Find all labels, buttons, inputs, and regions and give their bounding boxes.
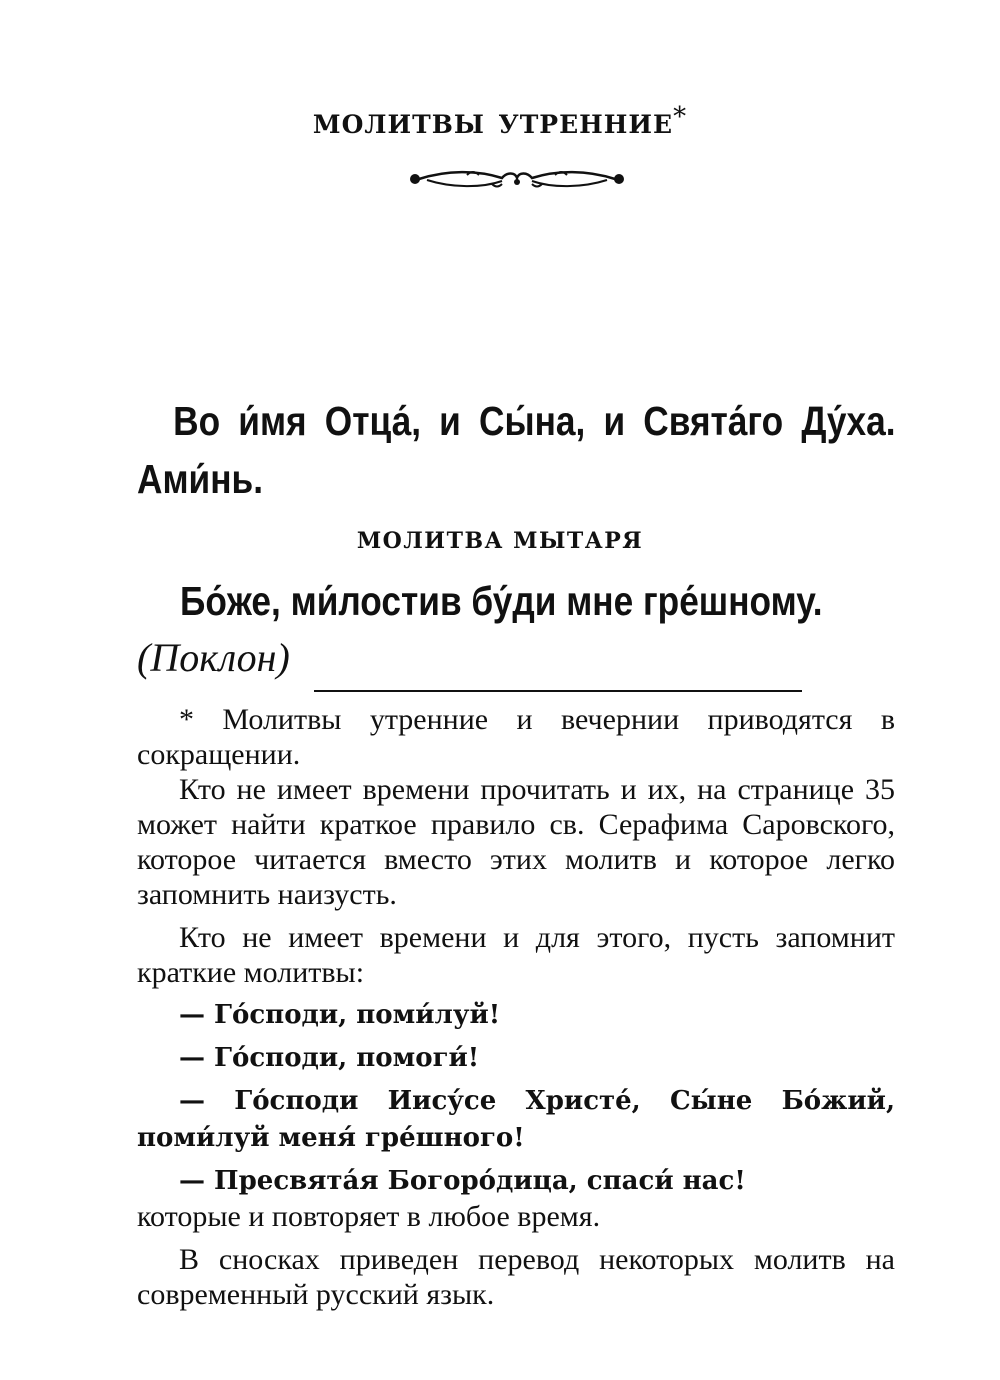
ornamental-divider-icon <box>407 166 627 192</box>
page-title-text: молитвы утренние <box>312 100 674 142</box>
footnote-paragraph-1: * Молитвы утренние и вечернии приводятся в сокращении. <box>137 703 895 771</box>
invocation-text: Во и́мя Отца́, и Сы́на, и Свята́го Ду́ха. Ами́нь. <box>137 398 896 502</box>
bow-rubric: (Поклон) <box>137 635 290 680</box>
page-title <box>0 100 1000 142</box>
footnote-divider <box>314 690 802 692</box>
short-prayer-1: — Го́споди, поми́луй! <box>179 1000 501 1030</box>
footnote-paragraph-5: В сносках приведен перевод некоторых молитв на современный русский язык. <box>137 1243 895 1311</box>
short-prayer-4: — Пресвята́я Богоро́дица, спаси́ нас! <box>179 1166 746 1196</box>
footnote-paragraph-2: Кто не имеет времени прочитать и их, на странице 35 может найти краткое правило св. Серафима Саровского, которое читается вместо этих молитв и которое легко запомнить наизусть. <box>137 773 895 911</box>
footnote-paragraph-4: которые и повторяет в любое время. <box>137 1200 601 1233</box>
short-prayer-2: — Го́споди, помоги́! <box>179 1043 480 1073</box>
publican-prayer-heading: МОЛИТВА МЫТАРЯ <box>356 528 644 554</box>
footnote-block <box>137 702 895 1312</box>
footnote-paragraph-3: Кто не имеет времени и для этого, пусть запомнит краткие молитвы: <box>137 921 895 989</box>
short-prayer-3: — Го́споди Иису́се Христе́, Сы́не Бо́жий, поми́луй меня́ гре́шного! <box>137 1086 895 1153</box>
footnote-mark: * <box>673 102 688 132</box>
publican-prayer-text: Бо́же, ми́лостив бу́ди мне гре́шному. <box>180 578 823 624</box>
